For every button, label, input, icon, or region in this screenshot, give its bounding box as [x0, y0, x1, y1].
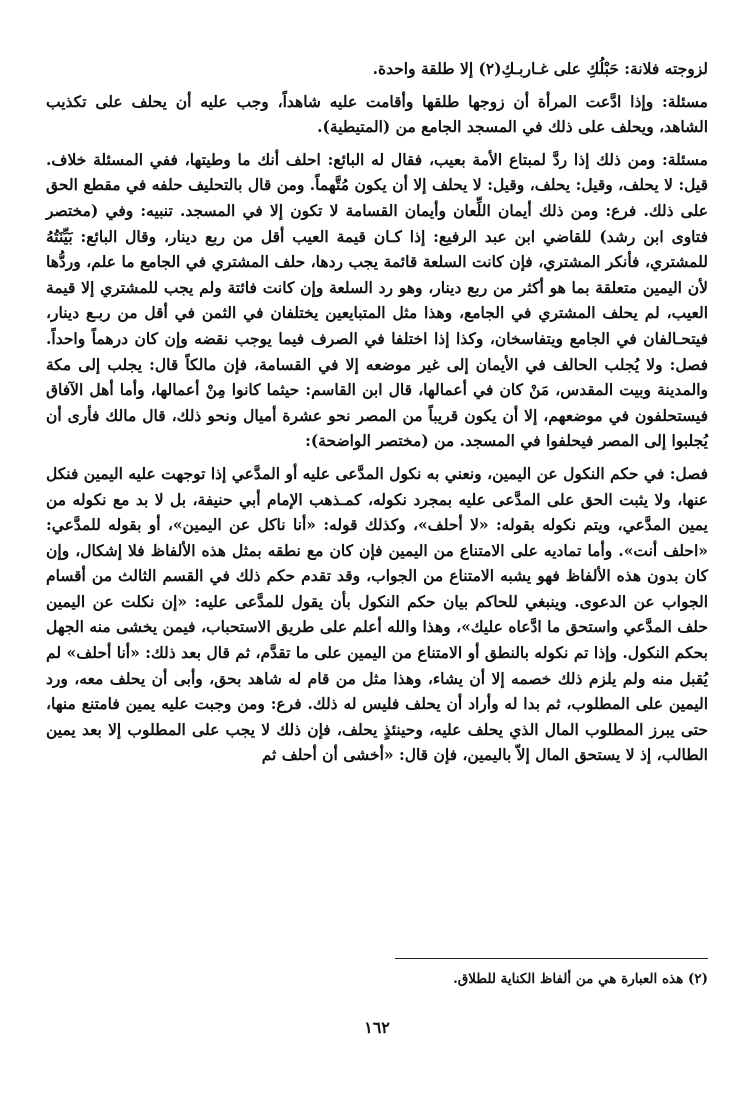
paragraph-3-lead: مسئلة: — [662, 149, 708, 169]
paragraph-3-text: ومن ذلك إذا ردَّ لمبتاع الأمة بعيب، فقال له البائع: احلف أنك ما وطيتها، ففي المسئلة خلاف. قيل: لا يحلف، وقيل: يحلف، وقيل: لا يحلف إلا أن يكون مُتَّهماً. ومن قال بالتحليف حلفه في مقطع الحق على ذلك. فرع: ومن ذلك أيمان اللِّعان وأيمان القسامة لا تكون إلا في المسجد. تنبيه: وفي (مختصر فتاوى ابن رشد) للقاضي ابن عبد الرفيع: إذا كـان قيمة العيب أقل من ربع دينار، وقال البائع: بَيِّنَتُهُ للمشتري، فأنكر المشتري، فإن كانت السلعة قائمة يجب ردها، حلف المشتري في الجامع ما علم، وردُّها لأن اليمين متعلقة بما هو أكثر من ربع دينار، وهو رد السلعة وإن كانت فائتة ولم يجب للمشتري إلا قيمة العيب، لم يحلف المشتري في الجامع، وهذا مثل المتبايعين يختلفان في الثمن في أقل من ربـع دينار، فيتحـالفان في الجامع ويتفاسخان، وكذا إذا اختلفا في الصرف فيما يوجب نقضه وإن كان درهماً واحداً. فصل: ولا يُجلب الحالف في الأيمان إلى غير موضعه إلا في القسامة، فإن مالكاً قال: يجلب إلى مكة والمدينة وبيت المقدس، مَنْ كان في أعمالها، قال ابن القاسم: حيثما كانوا مِنْ أعمالها، وأما أهل الآفاق فيستحلفون في موضعهم، إلا أن يكون قريباً من المصر نحو عشرة أميال ونحو ذلك، قال مالك فأرى أن يُجلبوا إلى المصر فيحلفوا في المسجد. من (مختصر الواضحة): — [46, 149, 708, 451]
paragraph-2-text: وإذا ادَّعت المرأة أن زوجها طلقها وأقامت عليه شاهداً، وجب عليه أن يحلف على تكذيب الشاهد، ويحلف على ذلك في المسجد الجامع من (المتيطية). — [46, 91, 708, 137]
paragraph-2-lead: مسئلة: — [662, 91, 708, 111]
paragraph-3 — [46, 147, 708, 454]
paragraph-4-text: في حكم النكول عن اليمين، ونعني به نكول المدَّعى عليه أو المدَّعي إذا توجهت عليه اليمين فنكل عنها، ولا يثبت الحق على المدَّعى عليه بمجرد نكوله، كمـذهب الإمام أبي حنيفة، بل لا بد مع نكوله من يمين المدَّعي، ويتم نكوله بقوله: «لا أحلف»، وكذلك قوله: «أنا ناكل عن اليمين»، أو بقوله للمدَّعي: «احلف أنت». وأما تماديه على الامتناع من اليمين فإن كان مع نطقه بمثل هذه الألفاظ فلا إشكال، وإن كان بدون هذه الألفاظ فهو يشبه الامتناع من الجواب، وقد تقدم حكم ذلك في القسم الثالث من أقسام الجواب عن الدعوى. وينبغي للحاكم بيان حكم النكول بأن يقول للمدَّعى عليه: «إن نكلت عن اليمين حلف المدَّعي واستحق ما ادَّعاه عليك»، وهذا والله أعلم على طريق الاستحباب، فيمن يخشى منه الجهل بحكم النكول. وإذا تم نكوله بالنطق أو الامتناع من اليمين على ما تقدَّم، ثم قال بعد ذلك: «أنا أحلف» لم يُقبل منه ولم يلزم ذلك خصمه إلا أن يشاء، وهذا مثل من قام له شاهد بحق، وأبى أن يحلف معه، ورد اليمين على المطلوب، ثم بدا له وأراد أن يحلف فليس له ذلك. فرع: ومن وجبت عليه يمين فامتنع منها، حتى يبرز المطلوب المال الذي يحلف عليه، وحينئذٍ يحلف، فإن ذلك لا يجب على المطلوب إلا بعد يمين الطالب، إذ لا يستحق المال إلاّ باليمين، فإن قال: «أخشى أن أحلف ثم — [46, 463, 708, 765]
paragraph-4 — [46, 461, 708, 768]
page-body — [46, 56, 708, 768]
paragraph-1-text: لزوجته فلانة: حَبْلُكِ على غـاربـكِ(٢) إلا طلقة واحدة. — [372, 59, 708, 78]
footnote: (٢) هذه العبارة هي من ألفاظ الكناية للطلاق. — [453, 971, 708, 987]
page-number: ١٦٢ — [364, 1018, 390, 1037]
paragraph-1 — [46, 56, 708, 82]
paragraph-2 — [46, 89, 708, 140]
paragraph-4-lead: فصل: — [669, 463, 708, 483]
footnote-divider — [395, 958, 708, 959]
